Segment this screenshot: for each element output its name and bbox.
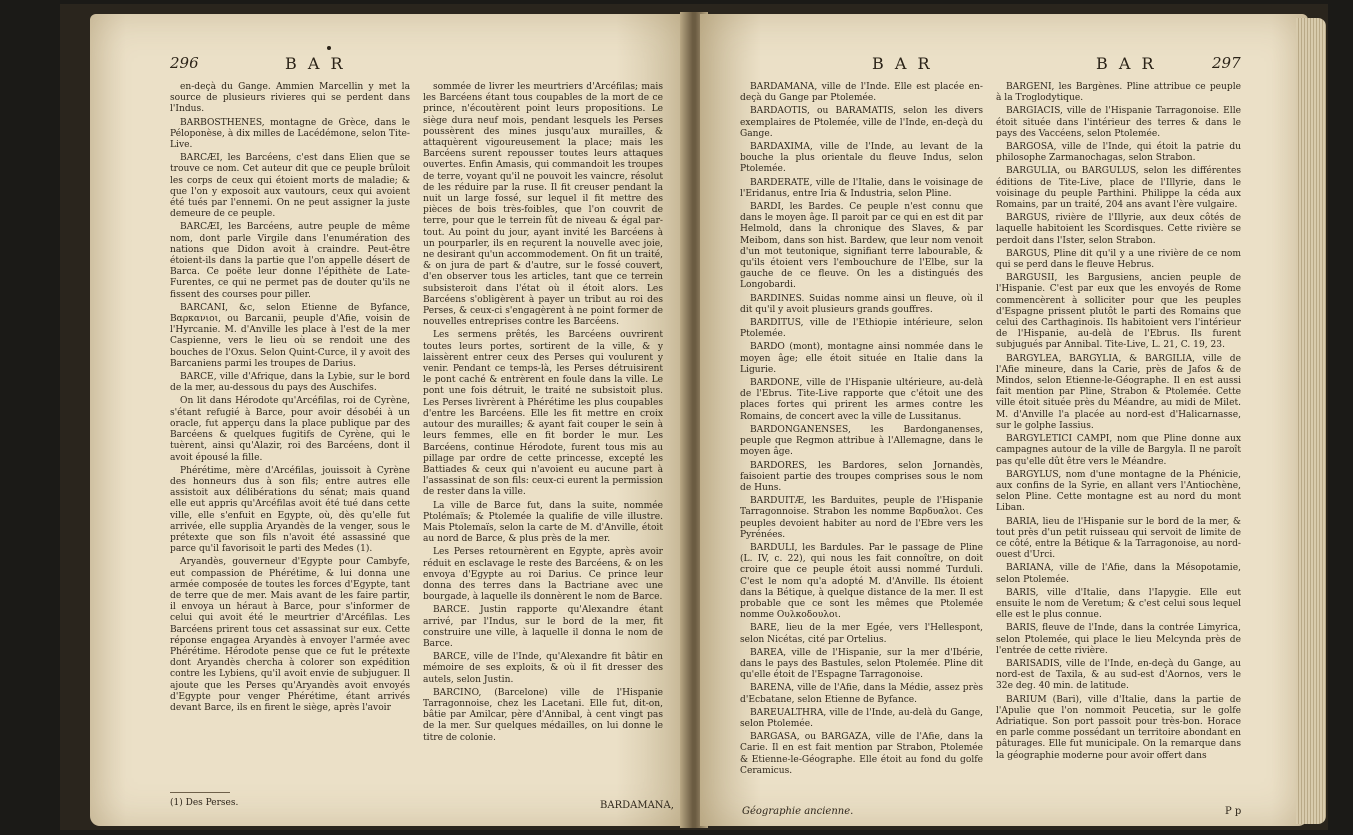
entry-paragraph: BARIA, lieu de l'Hispanie sur le bord de la mer, & tout près d'un petit ruisseau qui servoit de limite de ce côté, entre la Bétique & la Tarragonoise, au nord-ouest d'Urci. (996, 516, 1241, 561)
ornament-dot (327, 46, 331, 50)
entry-paragraph: BARDUITÆ, les Barduites, peuple de l'Hispanie Tarragonnoise. Strabon les nomme Βαρδυαλοι. Ces peuples devoient habiter au nord de l'Ebre vers les Pyrénées. (740, 496, 983, 540)
entry-paragraph: BARDO (mont), montagne ainsi nommée dans le moyen âge; elle étoit située en Italie dans la Ligurie. (740, 342, 983, 375)
left-page (90, 14, 688, 826)
entry-paragraph: Les sermens prêtés, les Barcéens ouvrirent toutes leurs portes, sortirent de la ville, & y laissèrent entrer ceux des Perses qui voulurent y venir. Pendant ce temps-là, les Perses détruisirent le pont caché & entrèrent en foule dans la ville. Le pont une fois détruit, le traité ne subsistoit plus. Les Perses livrèrent à Phérétime les plus coupables d'entre les Barcéens. Elle les fit mettre en croix autour des murailles; & ayant fait couper le sein à leurs femmes, elle en fit border le mur. Les Barcéens, continue Hérodote, furent tous mis au pillage par ordre de cette princesse, excepté les Battiades & ceux qui n'avoient eu aucune part à l'assassinat de son fils: ceux-ci eurent la permission de rester dans la ville. (423, 330, 663, 498)
entry-paragraph: BARCE, ville de l'Inde, qu'Alexandre fit bâtir en mémoire de ses exploits, & où il fit dresser des autels, selon Justin. (423, 652, 663, 685)
entry-paragraph: BARIUM (Bari), ville d'Italie, dans la partie de l'Apulie que l'on nommoit Peucetia, sur le golfe Adriatique. Son port passoit pour très-bon. Horace en parle comme possédant un territoire abondant en pâturages. Elle fut municipale. On la remarque dans la géographie moderne pour avoir offert dans (996, 694, 1241, 761)
entry-paragraph: BARDAOTIS, ou BARAMATIS, selon les divers exemplaires de Ptolemée, ville de l'Inde, en-deçà du Gange. (740, 106, 983, 139)
entry-paragraph: BARGYLETICI CAMPI, nom que Pline donne aux campagnes autour de la ville de Bargyla. Il ne paroît pas qu'elle dût être vers le Méandre. (996, 434, 1241, 467)
entry-paragraph: BARCE, ville d'Afrique, dans la Lybie, sur le bord de la mer, au-dessous du pays des Auschifes. (170, 372, 410, 394)
left-column-1 (170, 82, 410, 716)
entry-paragraph: BARDONE, ville de l'Hispanie ultérieure, au-delà de l'Ebrus. Tite-Live rapporte que c'étoit une des places fortes qui prirent les armes contre les Romains, de concert avec la ville de Lussitanus. (740, 378, 983, 422)
catchword: Géographie ancienne. (742, 806, 854, 817)
signature-mark: P p (1225, 806, 1242, 817)
entry-paragraph: BARGENI, les Bargènes. Pline attribue ce peuple à la Troglodytique. (996, 82, 1241, 104)
entry-paragraph: BARGOSA, ville de l'Inde, qui étoit la patrie du philosophe Zarmanochagas, selon Strabon. (996, 142, 1241, 164)
entry-paragraph: BARGASA, ou BARGAZA, ville de l'Afie, dans la Carie. Il en est fait mention par Strabon, Ptolemée & Etienne-le-Géographe. Elle étoit au fond du golfe Ceramicus. (740, 732, 983, 776)
entry-paragraph: On lit dans Hérodote qu'Arcéfilas, roi de Cyrène, s'étant refugié à Barce, pour avoir désobéi à un oracle, fut apperçu dans la place publique par des Barcéens & quelques fugitifs de Cyrène, qui le tuèrent, ainsi qu'Alazir, roi des Barcéens, dont il avoit épousé la fille. (170, 396, 410, 463)
entry-paragraph: sommée de livrer les meurtriers d'Arcéfilas; mais les Barcéens étant tous coupables de la mort de ce prince, n'écoutèrent point leurs propositions. Le siège dura neuf mois, pendant lesquels les Perses poussèrent des mines jusqu'aux murailles, & attaquèrent vigoureusement la place; mais les Barcéens surent repousser toutes leurs attaques ouvertes. Enfin Amasis, qui commandoit les troupes de terre, voyant qu'il ne pouvoit les vaincre, résolut de les réduire par la ruse. Il fit creuser pendant la nuit un large fossé, sur lequel il fit mettre des pièces de bois très-foibles, que l'on couvrit de terre, pour que le terrein fût de niveau & égal par-tout. Au point du jour, ayant invité les Barcéens à un pourparler, ils en reçurent la nouvelle avec joie, ne desirant qu'un accommodement. On fit un traité, & on jura de part & d'autre, sur le fossé couvert, d'en observer tous les articles, tant que ce terrein subsisteroit dans l'état où il étoit alors. Les Barcéens s'obligèrent à payer un tribut au roi des Perses, & ceux-ci s'engagèrent à ne point former de nouvelles entreprises contre les Barcéens. (423, 82, 663, 328)
entry-paragraph: Phérétime, mère d'Arcéfilas, jouissoit à Cyrène des honneurs dus à son fils; entre autres elle assistoit aux délibérations du sénat; mais quand elle eut appris qu'Arcéfilas avoit été tué dans cette ville, elle s'enfuit en Egypte, où, dès qu'elle fut arrivée, elle supplia Aryandès de la venger, sous le prétexte que son fils n'avoit été assassiné que parce qu'il favorisoit le parti des Medes (1). (170, 465, 410, 555)
entry-paragraph: BARGUS, Pline dit qu'il y a une rivière de ce nom qui se perd dans le fleuve Hebrus. (996, 248, 1241, 271)
footnote-rule (170, 792, 230, 793)
entry-paragraph: BARDAXIMA, ville de l'Inde, au levant de la bouche la plus orientale du fleuve Indus, selon Ptolemée. (740, 142, 983, 175)
entry-paragraph: BARCE. Justin rapporte qu'Alexandre étant arrivé, par l'Indus, sur le bord de la mer, fit construire une ville, à laquelle il donna le nom de Barce. (423, 605, 663, 649)
right-page (700, 14, 1308, 826)
entry-paragraph: BAREUALTHRA, ville de l'Inde, au-delà du Gange, selon Ptolemée. (740, 707, 983, 729)
entry-paragraph: BARDINES. Suidas nomme ainsi un fleuve, où il dit qu'il y avoit plusieurs grands gouffres. (740, 293, 983, 315)
open-book (60, 4, 1328, 830)
running-header: B A R (285, 54, 346, 73)
entry-paragraph: BARDERATE, ville de l'Italie, dans le voisinage de l'Eridanus, entre Iria & Industria, selon Pline. (740, 177, 983, 199)
right-column-1 (740, 82, 983, 779)
entry-paragraph: La ville de Barce fut, dans la suite, nommée Ptolémaïs; & Ptolemée la qualifie de ville illustre. Mais Ptolemaïs, selon la carte de M. d'Anville, étoit au nord de Barce, & plus près de la mer. (423, 500, 663, 545)
entry-paragraph: BARGUS, rivière de l'Illyrie, aux deux côtés de laquelle habitoient les Scordisques. Cette rivière se perdoit dans l'Ister, selon Strabon. (996, 213, 1241, 246)
entry-paragraph: BARGIACIS, ville de l'Hispanie Tarragonoise. Elle étoit située dans l'intérieur des terres & dans le pays des Vaccéens, selon Ptolemée. (996, 106, 1241, 139)
entry-paragraph: BARGYLUS, nom d'une montagne de la Phénicie, aux confins de la Syrie, en allant vers l'Antiochène, selon Pline. Cette montagne est au nord du mont Liban. (996, 469, 1241, 514)
entry-paragraph: BARGUSII, les Bargusiens, ancien peuple de l'Hispanie. C'est par eux que les envoyés de Rome commencèrent à solliciter pour que les peuples d'Espagne prissent plutôt le parti des Romains que celui des Carthaginois. Ils habitoient vers l'intérieur de l'Hispanie, au-delà de l'Ebrus. Ils furent subjugués par Annibal. Tite-Live, L. 21, C. 19, 23. (996, 273, 1241, 351)
entry-paragraph: BARCÆI, les Barcéens, c'est dans Elien que se trouve ce nom. Cet auteur dit que ce peuple brûloit les corps de ceux qui étoient morts de maladie; & que l'on y exposoit aux vautours, ceux qui avoient été tués par l'ennemi. On ne peut assigner la juste demeure de ce peuple. (170, 153, 410, 220)
entry-paragraph: BARCINO, (Barcelone) ville de l'Hispanie Tarragonnoise, chez les Lacetani. Elle fut, dit-on, bâtie par Amilcar, père d'Annibal, à cent vingt pas de la mer. Sur quelques médailles, on lui donne le titre de colonie. (423, 687, 663, 743)
running-header-right: B A R (1096, 54, 1157, 73)
entry-paragraph: Les Perses retournèrent en Egypte, après avoir réduit en esclavage le reste des Barcéens, & on les envoya d'Egypte au roi Darius. Ce prince leur donna des terres dans la Bactriane avec une bourgade, à laquelle ils donnèrent le nom de Barce. (423, 547, 663, 603)
entry-paragraph: BARDI, les Bardes. Ce peuple n'est connu que dans le moyen âge. Il paroit par ce qui en est dit par Helmold, dans la chronique des Slaves, & par Meibom, dans son hist. Bardew, que leur nom venoit d'un mot teutonique, signifiant terre labourable, & qu'ils étoient vers l'embouchure de l'Elbe, sur la gauche de ce fleuve. On les a distingués des Longobardi. (740, 202, 983, 291)
entry-paragraph: BARDULI, les Bardules. Par le passage de Pline (L. IV, c. 22), qui nous les fait connoître, on doit croire que ce peuple étoit aussi nommé Turduli. C'est le nom qu'a adopté M. d'Anville. Ils étoient dans la Bétique, à quelque distance de la mer. Il est probable que ce sont les mêmes que Ptolemée nomme Ουλκοδουλοι. (740, 542, 983, 621)
entry-paragraph: BARIS, ville d'Italie, dans l'Iapygie. Elle eut ensuite le nom de Veretum; & c'est celui sous lequel elle est le plus connue. (996, 587, 1241, 621)
entry-paragraph: BARISADIS, ville de l'Inde, en-deçà du Gange, au nord-est de Taxila, & au sud-est d'Aornos, vers le 32e deg. 40 min. de latitude. (996, 658, 1241, 692)
left-column-2 (423, 82, 663, 746)
entry-paragraph: BARCÆI, les Barcéens, autre peuple de même nom, dont parle Virgile dans l'enumération des nations que Didon avoit à craindre. Peut-être étoient-ils dans la partie que l'on appelle désert de Barca. Ce poëte leur donne l'épithète de Late-Furentes, ce qui ne permet pas de douter qu'ils ne fissent des courses pour piller. (170, 222, 410, 300)
entry-paragraph: BARGULIA, ou BARGULUS, selon les différentes éditions de Tite-Live, place de l'Illyrie, dans le voisinage du peuple Parthini. Philippe la céda aux Romains, par un traité, 204 ans avant l'ère vulgaire. (996, 166, 1241, 211)
entry-paragraph: BARDITUS, ville de l'Ethiopie intérieure, selon Ptolemée. (740, 318, 983, 340)
page-number: 296 (170, 54, 199, 72)
entry-paragraph: BARDORES, les Bardores, selon Jornandès, faisoient partie des troupes comprises sous le nom de Huns. (740, 460, 983, 493)
entry-paragraph: BARIANA, ville de l'Afie, dans la Mésopotamie, selon Ptolemée. (996, 563, 1241, 585)
entry-paragraph: BARCANI, &c, selon Etienne de Byfance, Βαρκανιοι, ou Barcanii, peuple d'Afie, voisin de l'Hyrcanie. M. d'Anville les place à l'est de la mer Caspienne, vers le lieu où se rendoit une des bouches de l'Oxus. Selon Quint-Curce, il y avoit des Barcaniens parmi les troupes de Darius. (170, 302, 410, 369)
entry-paragraph: BARGYLEA, BARGYLIA, & BARGILIA, ville de l'Afie mineure, dans la Carie, près de Jafos & de Mindos, selon Etienne-le-Géographe. Il en est aussi fait mention par Pline, Strabon & Ptolemée. Cette ville étoit située près du Méandre, au midi de Milet. M. d'Anville l'a placée au nord-est d'Halicarnasse, sur le golphe Iassius. (996, 353, 1241, 431)
entry-paragraph: BARENA, ville de l'Afie, dans la Médie, assez près d'Ecbatane, selon Etienne de Byfance. (740, 683, 983, 705)
entry-paragraph: en-deçà du Gange. Ammien Marcellin y met la source de plusieurs rivieres qui se perdent dans l'Indus. (170, 82, 410, 115)
entry-paragraph: BAREA, ville de l'Hispanie, sur la mer d'Ibérie, dans le pays des Bastules, selon Ptolemée. Pline dit qu'elle étoit de l'Espagne Tarragonoise. (740, 647, 983, 681)
entry-paragraph: BARBOSTHENES, montagne de Grèce, dans le Péloponèse, à dix milles de Lacédémone, selon Tite-Live. (170, 117, 410, 151)
entry-paragraph: BARDAMANA, ville de l'Inde. Elle est placée en-deçà du Gange par Ptolemée. (740, 82, 983, 104)
running-header-left: B A R (872, 54, 933, 73)
entry-paragraph: BARIS, fleuve de l'Inde, dans la contrée Limyrica, selon Ptolemée, qui place le lieu Melcynda près de l'entrée de cette rivière. (996, 623, 1241, 656)
page-edges (1296, 18, 1326, 824)
entry-paragraph: Aryandès, gouverneur d'Egypte pour Cambyfe, eut compassion de Phérétime, & lui donna une armée composée de toutes les forces d'Egypte, tant de terre que de mer. Mais avant de les faire partir, il envoya un héraut à Barce, pour s'informer de celui qui avoit été le meurtrier d'Arcéfilas. Les Barcéens prirent tous cet assassinat sur eux. Cette réponse engagea Aryandès à envoyer l'armée avec Phérétime. Hérodote pense que ce fut le prétexte dont Aryandès chercha à colorer son expédition contre les Lybiens, qu'il avoit envie de subjuguer. Il ajoute que les Perses qu'Aryandès avoit envoyés d'Egypte pour venger Phérétime, étant arrivés devant Barce, ils en firent le siège, après l'avoir (170, 557, 410, 713)
right-column-2 (996, 82, 1241, 764)
footnote: (1) Des Perses. (170, 798, 239, 808)
entry-paragraph: BARE, lieu de la mer Egée, vers l'Hellespont, selon Nicétas, cité par Ortelius. (740, 623, 983, 645)
entry-paragraph: BARDONGANENSES, les Bardonganenses, peuple que Regmon attribue à l'Allemagne, dans le moyen âge. (740, 424, 983, 458)
catchword: BARDAMANA, (600, 800, 674, 811)
page-number: 297 (1212, 54, 1241, 72)
